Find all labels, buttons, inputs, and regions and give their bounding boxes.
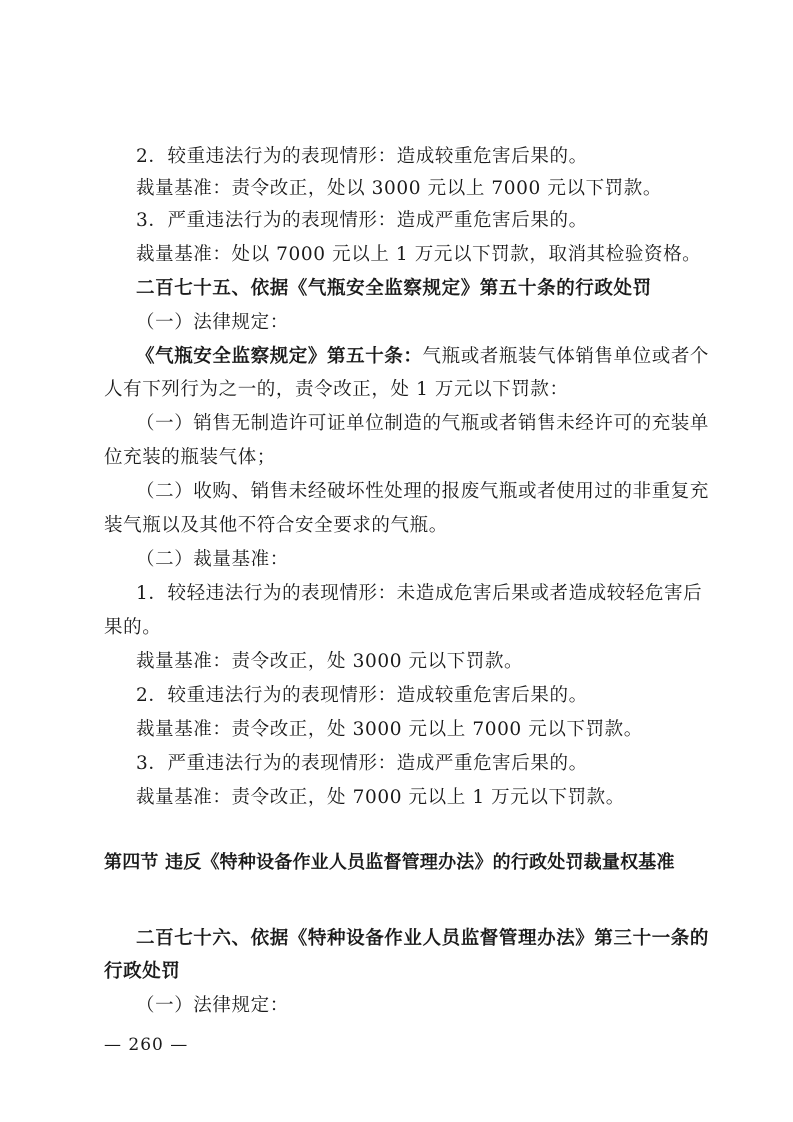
- text-line: 3．严重违法行为的表现情形：造成严重危害后果的。: [136, 753, 588, 774]
- section-heading: 二百七十五、依据《气瓶安全监察规定》第五十条的行政处罚: [136, 278, 652, 299]
- text-line: 裁量基准：责令改正，处 3000 元以下罚款。: [136, 651, 524, 672]
- text-line: 裁量基准：处以 7000 元以上 1 万元以下罚款，取消其检验资格。: [136, 244, 702, 265]
- text-line: （一）法律规定：: [136, 995, 289, 1016]
- text-line: （二）裁量基准：: [136, 549, 289, 570]
- page-number: — 260 —: [104, 1035, 189, 1055]
- text-line: 位充装的瓶装气体；: [104, 447, 276, 468]
- text-line: 1．较轻违法行为的表现情形：未造成危害后果或者造成较轻危害后: [136, 583, 703, 604]
- text-line: （一）法律规定：: [136, 312, 289, 333]
- text-line: 装气瓶以及其他不符合安全要求的气瓶。: [104, 515, 448, 536]
- text-line: 裁量基准：责令改正，处以 3000 元以上 7000 元以下罚款。: [136, 178, 662, 199]
- text-line: （二）收购、销售未经破坏性处理的报废气瓶或者使用过的非重复充: [136, 481, 710, 502]
- text-line: 裁量基准：责令改正，处 7000 元以上 1 万元以下罚款。: [136, 787, 625, 808]
- text-line: 2．较重违法行为的表现情形：造成较重危害后果的。: [136, 685, 588, 706]
- text-line: 人有下列行为之一的，责令改正，处 1 万元以下罚款：: [104, 379, 569, 400]
- text-line: 3．严重违法行为的表现情形：造成严重危害后果的。: [136, 210, 588, 231]
- article-text: 气瓶或者瓶装气体销售单位或者个: [422, 346, 710, 367]
- section-heading-cont: 行政处罚: [104, 961, 181, 982]
- section-heading: 二百七十六、依据《特种设备作业人员监督管理办法》第三十一条的: [136, 928, 710, 949]
- chapter-heading: 第四节 违反《特种设备作业人员监督管理办法》的行政处罚裁量权基准: [104, 852, 675, 873]
- article-line: [136, 345, 709, 369]
- article-title: 《气瓶安全监察规定》第五十条：: [136, 346, 423, 367]
- text-line: 2．较重违法行为的表现情形：造成较重危害后果的。: [136, 146, 588, 167]
- text-line: （一）销售无制造许可证单位制造的气瓶或者销售未经许可的充装单: [136, 413, 710, 434]
- text-line: 果的。: [104, 617, 162, 638]
- text-line: 裁量基准：责令改正，处 3000 元以上 7000 元以下罚款。: [136, 719, 643, 740]
